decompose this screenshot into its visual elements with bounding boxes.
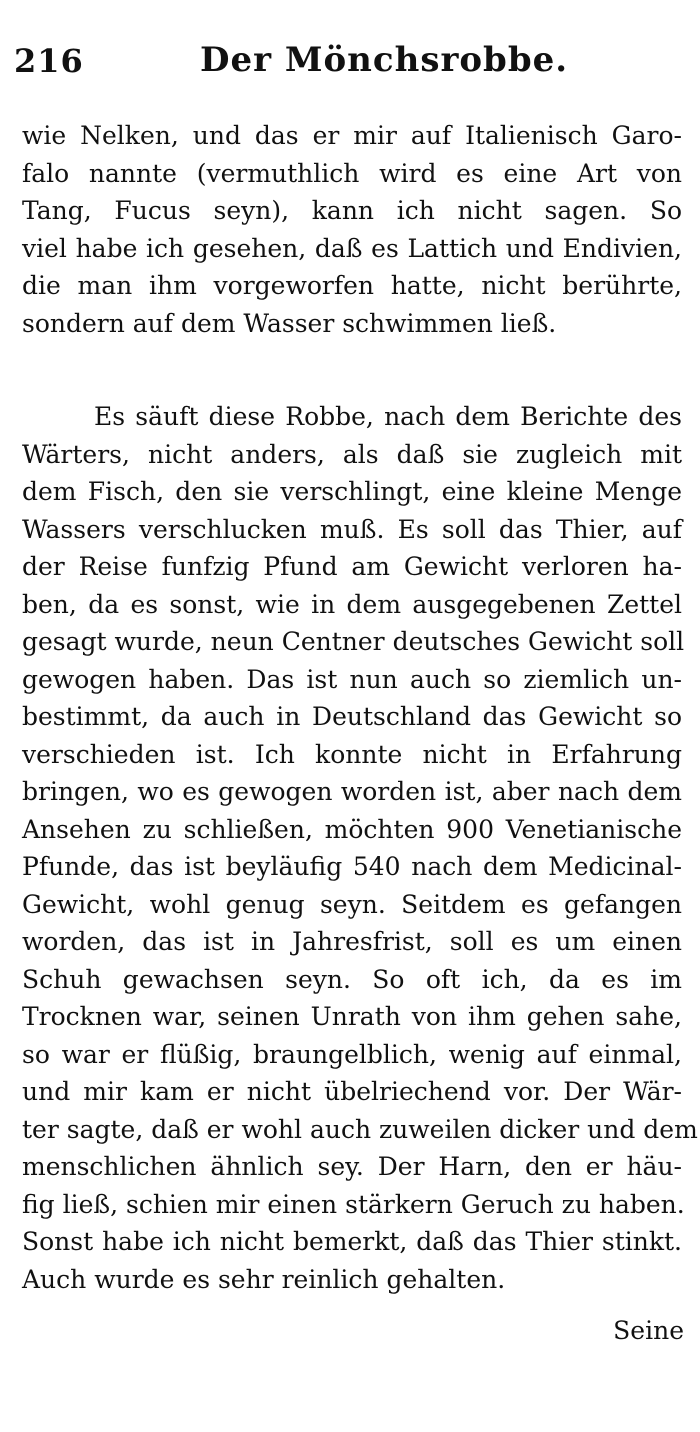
text-line: der Reise funfzig Pfund am Gewicht verloren ha- xyxy=(22,552,682,581)
text-line: worden, das ist in Jahresfrist, soll es um einen xyxy=(22,927,682,956)
text-line: wie Nelken, und das er mir auf Italienisch Garo- xyxy=(22,121,682,150)
text-line: ben, da es sonst, wie in dem ausgegebenen Zettel xyxy=(22,589,682,619)
text-line: und mir kam er nicht übelriechend vor. Der Wär- xyxy=(22,1077,682,1106)
text-line: die man ihm vorgeworfen hatte, nicht berührte, xyxy=(22,271,682,300)
text-line: falo nannte (vermuthlich wird es eine Art von xyxy=(22,158,682,188)
text-line: Pfunde, das ist beyläufig 540 nach dem Medicinal- xyxy=(22,852,682,881)
text-line: gewogen haben. Das ist nun auch so ziemlich un- xyxy=(22,664,682,694)
catchword: Seine xyxy=(613,1316,684,1345)
text-line: Sonst habe ich nicht bemerkt, daß das Thier stinkt. xyxy=(22,1227,682,1256)
text-line: verschieden ist. Ich konnte nicht in Erfahrung xyxy=(22,739,682,769)
text-line: dem Fisch, den sie verschlingt, eine kleine Menge xyxy=(22,477,682,506)
text-line: Wärters, nicht anders, als daß sie zugleich mit xyxy=(22,439,682,469)
text-line: ter sagte, daß er wohl auch zuweilen dicker und dem xyxy=(22,1114,698,1144)
text-line: Gewicht, wohl genug seyn. Seitdem es gefangen xyxy=(22,889,682,919)
text-line: bestimmt, da auch in Deutschland das Gewicht so xyxy=(22,702,682,731)
text-line: so war er flüßig, braungelblich, wenig auf einmal, xyxy=(22,1039,682,1069)
text-line: Trocknen war, seinen Unrath von ihm gehen sahe, xyxy=(22,1002,682,1031)
text-line: gesagt wurde, neun Centner deutsches Gewicht soll xyxy=(22,627,685,656)
running-title: Der Mönchsrobbe. xyxy=(200,40,569,80)
text-line: Auch wurde es sehr reinlich gehalten. xyxy=(22,1264,506,1294)
text-line: menschlichen ähnlich sey. Der Harn, den er häu- xyxy=(22,1152,682,1181)
text-line: fig ließ, schien mir einen stärkern Geruch zu haben. xyxy=(22,1189,685,1219)
text-line: bringen, wo es gewogen worden ist, aber nach dem xyxy=(22,777,682,806)
text-line: viel habe ich gesehen, daß es Lattich und Endivien, xyxy=(22,233,682,263)
text-line: Es säuft diese Robbe, nach dem Berichte des xyxy=(94,402,682,431)
text-line: sondern auf dem Wasser schwimmen ließ. xyxy=(22,308,557,338)
paragraph-1 xyxy=(22,117,682,342)
paragraph-2 xyxy=(22,398,698,1298)
text-line: Ansehen zu schließen, möchten 900 Venetianische xyxy=(22,814,682,844)
text-line: Schuh gewachsen seyn. So oft ich, da es im xyxy=(22,964,682,994)
text-line: Tang, Fucus seyn), kann ich nicht sagen. So xyxy=(22,196,682,225)
page-number: 216 xyxy=(14,42,84,80)
text-line: Wassers verschlucken muß. Es soll das Thier, auf xyxy=(22,514,682,544)
